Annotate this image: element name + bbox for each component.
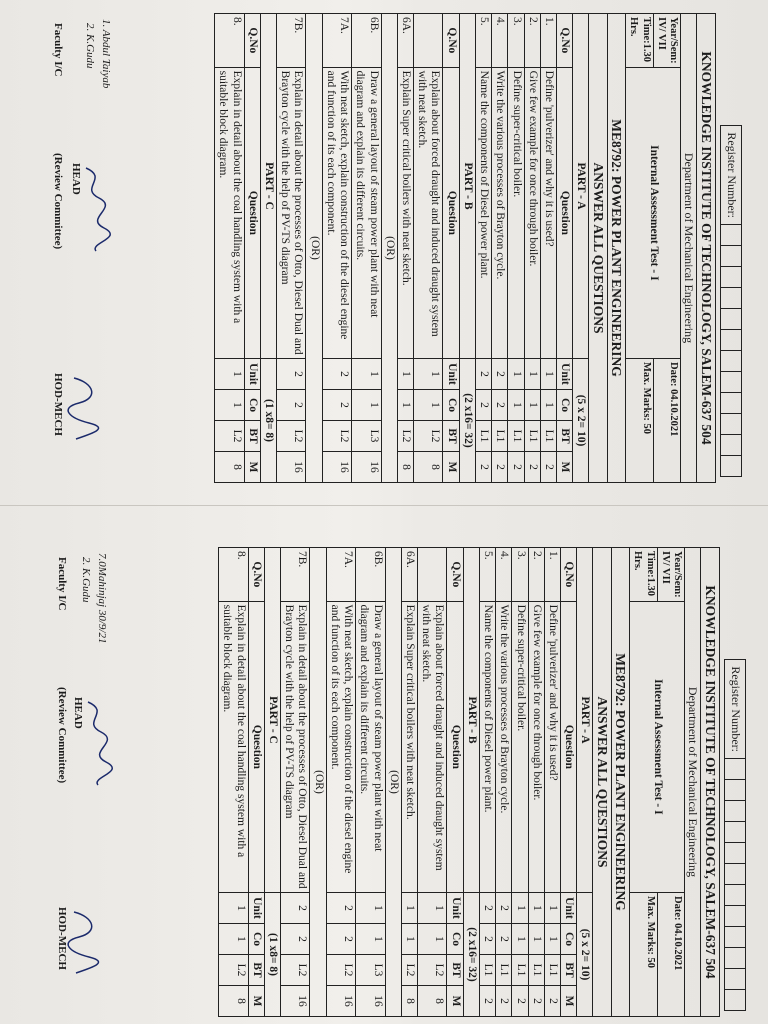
hod-label: HOD-MECH <box>56 907 68 970</box>
bt-cell: L2 <box>414 421 443 452</box>
unit-cell: 2 <box>492 359 508 390</box>
bt-cell: L2 <box>418 955 447 986</box>
register-number-row <box>720 13 744 483</box>
signature-head-icon <box>74 163 114 253</box>
bt-cell: L1 <box>540 421 556 452</box>
question-cell: Explain Super critical boilers with neat sketch. <box>397 67 413 358</box>
table-row <box>215 14 244 483</box>
unit-cell: 1 <box>512 893 528 924</box>
question-table <box>214 13 716 483</box>
bt-cell: L2 <box>322 421 351 452</box>
question-cell: Give few example for once through boiler. <box>528 601 544 892</box>
col-co: Co <box>244 390 260 421</box>
co-cell: 1 <box>219 924 248 955</box>
question-cell: Name the components of Diesel power plant. <box>475 67 491 358</box>
faculty-label: Faculty I/C <box>52 23 64 77</box>
col-qno: Q.No <box>443 14 459 68</box>
test-name: Internal Assessment Test - I <box>630 601 684 892</box>
bt-cell: L2 <box>277 421 306 452</box>
qno-cell: 6B. <box>352 14 381 68</box>
co-cell: 1 <box>414 390 443 421</box>
marks-cell: 2 <box>508 452 524 483</box>
unit-cell: 1 <box>540 359 556 390</box>
part-c-title: PART - C <box>260 14 276 359</box>
marks-cell: 2 <box>475 452 491 483</box>
qno-cell: 1. <box>544 548 560 602</box>
marks-cell: 8 <box>397 452 413 483</box>
marks-cell: 2 <box>528 986 544 1017</box>
bt-cell: L2 <box>401 955 417 986</box>
question-cell: Define super-critical boiler. <box>512 601 528 892</box>
co-cell: 1 <box>215 390 244 421</box>
co-cell: 2 <box>281 924 310 955</box>
qno-cell: 3. <box>508 14 524 68</box>
bt-cell: L3 <box>356 955 385 986</box>
co-cell: 2 <box>277 390 306 421</box>
col-bt: BT <box>244 421 260 452</box>
bt-cell: L2 <box>326 955 355 986</box>
question-paper-copy-1 <box>24 13 744 483</box>
col-qno: Q.No <box>556 14 572 68</box>
qno-cell: 5. <box>475 14 491 68</box>
co-cell: 2 <box>492 390 508 421</box>
col-co: Co <box>443 390 459 421</box>
bt-cell: L1 <box>544 955 560 986</box>
co-cell: 1 <box>512 924 528 955</box>
marks-cell: 2 <box>544 986 560 1017</box>
table-row <box>544 548 560 1017</box>
bt-cell: L2 <box>219 955 248 986</box>
marks-cell: 16 <box>277 452 306 483</box>
table-row <box>322 14 351 483</box>
unit-cell: 2 <box>479 893 495 924</box>
register-number-label: Register Number: <box>725 660 745 759</box>
col-qno: Q.No <box>560 548 576 602</box>
table-row <box>512 548 528 1017</box>
col-m: M <box>556 452 572 483</box>
bt-cell: L2 <box>281 955 310 986</box>
register-number-row <box>724 547 748 1017</box>
table-row <box>277 14 306 483</box>
table-row <box>475 14 491 483</box>
col-unit: Unit <box>443 359 459 390</box>
course-title: ME8792: POWER PLANT ENGINEERING <box>611 548 630 1017</box>
col-bt: BT <box>447 955 463 986</box>
qno-cell: 6A. <box>397 14 413 68</box>
qno-cell: 3. <box>512 548 528 602</box>
unit-cell: 1 <box>544 893 560 924</box>
marks-cell: 8 <box>219 986 248 1017</box>
co-cell: 1 <box>418 924 447 955</box>
institute-title: KNOWLEDGE INSTITUTE OF TECHNOLOGY, SALEM-637 504 <box>697 14 716 483</box>
exam-date: Date: 04.10.2021 <box>657 893 684 1017</box>
qno-cell: 8. <box>219 548 248 602</box>
col-question: Question <box>447 601 463 892</box>
col-qno: Q.No <box>447 548 463 602</box>
part-a-title: PART - A <box>573 14 589 359</box>
qno-cell: 2. <box>528 548 544 602</box>
course-title: ME8792: POWER PLANT ENGINEERING <box>607 14 626 483</box>
qno-cell: 4. <box>492 14 508 68</box>
table-row <box>401 548 417 1017</box>
col-bt: BT <box>556 421 572 452</box>
col-m: M <box>447 986 463 1017</box>
unit-cell: 1 <box>401 893 417 924</box>
qno-cell: 7B. <box>277 14 306 68</box>
unit-cell: 1 <box>524 359 540 390</box>
table-row <box>524 14 540 483</box>
part-a-title: PART - A <box>577 548 593 893</box>
qno-cell: 6A. <box>401 548 417 602</box>
exam-time: Time:1.30 Hrs. <box>626 14 653 68</box>
marks-cell: 16 <box>281 986 310 1017</box>
signature-hod-icon <box>64 373 104 443</box>
qno-cell: 4. <box>496 548 512 602</box>
unit-cell: 1 <box>418 893 447 924</box>
col-co: Co <box>447 924 463 955</box>
or-divider: (OR) <box>385 548 401 1017</box>
marks-cell: 16 <box>356 986 385 1017</box>
unit-cell: 1 <box>356 893 385 924</box>
question-cell: Explain about forced draught and induced draught system with neat sketch. <box>414 67 443 358</box>
unit-cell: 2 <box>322 359 351 390</box>
qno-cell <box>414 14 443 68</box>
marks-cell: 16 <box>326 986 355 1017</box>
unit-cell: 1 <box>215 359 244 390</box>
co-cell: 2 <box>496 924 512 955</box>
table-row <box>496 548 512 1017</box>
max-marks: Max. Marks: 50 <box>626 359 653 483</box>
question-cell: Name the components of Diesel power plant. <box>479 601 495 892</box>
marks-cell: 2 <box>540 452 556 483</box>
col-co: Co <box>560 924 576 955</box>
marks-cell: 8 <box>418 986 447 1017</box>
question-cell: Give few example for once through boiler. <box>524 67 540 358</box>
year-sem: Year/Sem: IV/ VII <box>657 548 684 602</box>
marks-cell: 16 <box>322 452 351 483</box>
unit-cell: 1 <box>528 893 544 924</box>
co-cell: 1 <box>397 390 413 421</box>
table-row <box>528 548 544 1017</box>
marks-cell: 2 <box>492 452 508 483</box>
institute-title: KNOWLEDGE INSTITUTE OF TECHNOLOGY, SALEM-637 504 <box>701 548 720 1017</box>
col-question: Question <box>248 601 264 892</box>
col-unit: Unit <box>248 893 264 924</box>
signature-hod-icon <box>64 907 104 977</box>
hod-label: HOD-MECH <box>52 373 64 436</box>
table-row <box>414 14 443 483</box>
col-unit: Unit <box>560 893 576 924</box>
head-label: HEAD <box>70 163 82 195</box>
question-cell: Explain in detail about the processes of Otto, Diesel Dual and Brayton cycle with the help of PV-TS diagram <box>281 601 310 892</box>
question-cell: Write the various processes of Brayton cycle. <box>496 601 512 892</box>
unit-cell: 1 <box>397 359 413 390</box>
or-divider: (OR) <box>310 548 326 1017</box>
co-cell: 1 <box>544 924 560 955</box>
unit-cell: 2 <box>277 359 306 390</box>
qno-cell: 5. <box>479 548 495 602</box>
co-cell: 1 <box>540 390 556 421</box>
col-question: Question <box>560 601 576 892</box>
table-row <box>281 548 310 1017</box>
review-committee-label: (Review Committee) <box>52 153 64 250</box>
department-name: Department of Mechanical Engineering <box>684 548 701 1017</box>
qno-cell: 6B. <box>356 548 385 602</box>
bt-cell: L2 <box>397 421 413 452</box>
question-cell: Explain Super critical boilers with neat sketch. <box>401 601 417 892</box>
col-question: Question <box>556 67 572 358</box>
register-number-box <box>720 125 742 477</box>
test-name: Internal Assessment Test - I <box>626 67 680 358</box>
handwritten-name-2: 2. K.Gudu <box>80 557 92 603</box>
unit-cell: 1 <box>508 359 524 390</box>
part-a-marks: (5 x 2= 10) <box>573 359 589 483</box>
co-cell: 2 <box>479 924 495 955</box>
col-qno: Q.No <box>248 548 264 602</box>
part-c-marks: (1 x8= 8) <box>264 893 280 1017</box>
table-row <box>418 548 447 1017</box>
qno-cell <box>418 548 447 602</box>
col-unit: Unit <box>244 359 260 390</box>
question-cell: Explain about forced draught and induced draught system with neat sketch. <box>418 601 447 892</box>
part-b-marks: (2 x16= 32) <box>463 893 479 1017</box>
instruction: ANSWER ALL QUESTIONS <box>589 14 608 483</box>
bt-cell: L1 <box>492 421 508 452</box>
handwritten-date-note: 7.0Mahinjaj 30/9/21 <box>96 553 108 644</box>
col-bt: BT <box>248 955 264 986</box>
question-cell: Explain in detail about the coal handling system with a suitable block diagram. <box>215 67 244 358</box>
bt-cell: L1 <box>512 955 528 986</box>
unit-cell: 2 <box>326 893 355 924</box>
register-number-box <box>724 659 746 1011</box>
table-row <box>492 14 508 483</box>
col-bt: BT <box>560 955 576 986</box>
signature-head-icon <box>76 697 116 787</box>
exam-time: Time:1.30 Hrs. <box>630 548 657 602</box>
co-cell: 1 <box>356 924 385 955</box>
bt-cell: L1 <box>524 421 540 452</box>
part-b-title: PART - B <box>463 548 479 893</box>
unit-cell: 2 <box>281 893 310 924</box>
marks-cell: 8 <box>401 986 417 1017</box>
question-paper-copy-2 <box>28 547 748 1017</box>
marks-cell: 16 <box>352 452 381 483</box>
bt-cell: L3 <box>352 421 381 452</box>
question-cell: Define super-critical boiler. <box>508 67 524 358</box>
bt-cell: L1 <box>508 421 524 452</box>
review-committee-label: (Review Committee) <box>56 687 68 784</box>
page-fold <box>0 505 768 506</box>
unit-cell: 2 <box>475 359 491 390</box>
bt-cell: L1 <box>479 955 495 986</box>
head-label: HEAD <box>72 697 84 729</box>
question-cell: Define 'pulverizer' and why it is used? <box>544 601 560 892</box>
part-c-title: PART - C <box>264 548 280 893</box>
unit-cell: 1 <box>219 893 248 924</box>
part-b-title: PART - B <box>459 14 475 359</box>
qno-cell: 2. <box>524 14 540 68</box>
part-c-marks: (1 x8= 8) <box>260 359 276 483</box>
co-cell: 1 <box>528 924 544 955</box>
table-row <box>356 548 385 1017</box>
col-m: M <box>443 452 459 483</box>
marks-cell: 2 <box>512 986 528 1017</box>
col-unit: Unit <box>556 359 572 390</box>
faculty-label: Faculty I/C <box>56 557 68 611</box>
col-m: M <box>248 986 264 1017</box>
or-divider: (OR) <box>306 14 322 483</box>
col-question: Question <box>443 67 459 358</box>
marks-cell: 2 <box>479 986 495 1017</box>
co-cell: 2 <box>475 390 491 421</box>
unit-cell: 2 <box>496 893 512 924</box>
instruction: ANSWER ALL QUESTIONS <box>593 548 612 1017</box>
or-divider: (OR) <box>381 14 397 483</box>
table-row <box>326 548 355 1017</box>
marks-cell: 8 <box>414 452 443 483</box>
col-unit: Unit <box>447 893 463 924</box>
qno-cell: 8. <box>215 14 244 68</box>
col-question: Question <box>244 67 260 358</box>
unit-cell: 1 <box>414 359 443 390</box>
table-row <box>352 14 381 483</box>
marks-cell: 8 <box>215 452 244 483</box>
register-number-label: Register Number: <box>721 126 741 225</box>
qno-cell: 7A. <box>322 14 351 68</box>
col-bt: BT <box>443 421 459 452</box>
question-cell: Explain in detail about the processes of Otto, Diesel Dual and Brayton cycle with the help of PV-TS diagram <box>277 67 306 358</box>
exam-date: Date: 04.10.2021 <box>653 359 680 483</box>
col-m: M <box>560 986 576 1017</box>
bt-cell: L1 <box>496 955 512 986</box>
qno-cell: 1. <box>540 14 556 68</box>
table-row <box>219 548 248 1017</box>
marks-cell: 2 <box>524 452 540 483</box>
co-cell: 2 <box>326 924 355 955</box>
table-row <box>508 14 524 483</box>
co-cell: 1 <box>352 390 381 421</box>
part-a-marks: (5 x 2= 10) <box>577 893 593 1017</box>
marks-cell: 2 <box>496 986 512 1017</box>
qno-cell: 7B. <box>281 548 310 602</box>
qno-cell: 7A. <box>326 548 355 602</box>
question-cell: With neat sketch, explain construction of the diesel engine and function of its each component. <box>326 601 355 892</box>
col-qno: Q.No <box>244 14 260 68</box>
question-cell: Write the various processes of Brayton cycle. <box>492 67 508 358</box>
handwritten-name-1: 1. Abdul Taiyab <box>100 19 112 89</box>
unit-cell: 1 <box>352 359 381 390</box>
co-cell: 1 <box>524 390 540 421</box>
question-cell: Draw a general layout of steam power plant with neat diagram and explain its different circuits. <box>352 67 381 358</box>
question-cell: Draw a general layout of steam power plant with neat diagram and explain its different circuits. <box>356 601 385 892</box>
co-cell: 1 <box>508 390 524 421</box>
col-co: Co <box>248 924 264 955</box>
table-row <box>479 548 495 1017</box>
bt-cell: L2 <box>215 421 244 452</box>
handwritten-name-2: 2. K.Gudu <box>84 23 96 69</box>
question-cell: With neat sketch, explain construction of the diesel engine and function of its each component. <box>322 67 351 358</box>
co-cell: 2 <box>322 390 351 421</box>
year-sem: Year/Sem: IV/ VII <box>653 14 680 68</box>
col-m: M <box>244 452 260 483</box>
department-name: Department of Mechanical Engineering <box>680 14 697 483</box>
table-row <box>397 14 413 483</box>
bt-cell: L1 <box>475 421 491 452</box>
co-cell: 1 <box>401 924 417 955</box>
max-marks: Max. Marks: 50 <box>630 893 657 1017</box>
part-b-marks: (2 x16= 32) <box>459 359 475 483</box>
question-cell: Explain in detail about the coal handling system with a suitable block diagram. <box>219 601 248 892</box>
col-co: Co <box>556 390 572 421</box>
question-table <box>218 547 720 1017</box>
bt-cell: L1 <box>528 955 544 986</box>
question-cell: Define 'pulverizer' and why it is used? <box>540 67 556 358</box>
table-row <box>540 14 556 483</box>
